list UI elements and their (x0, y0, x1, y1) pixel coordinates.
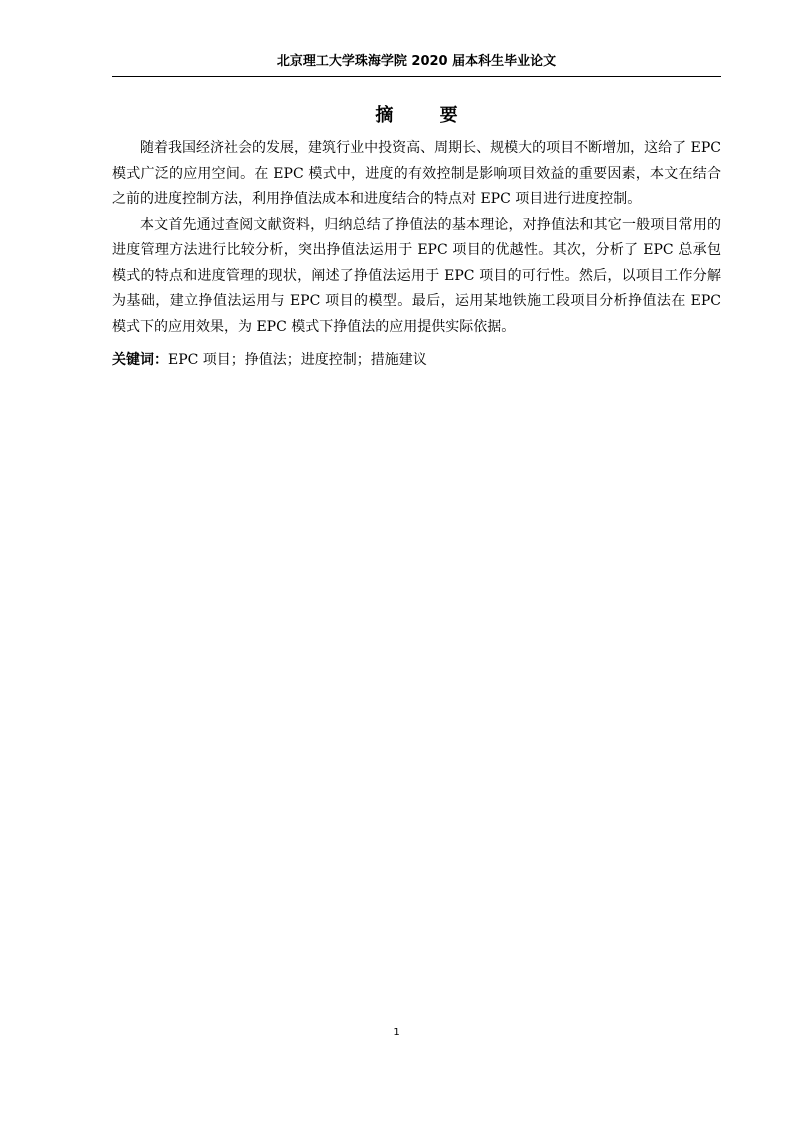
page-number: 1 (393, 1027, 400, 1038)
abstract-paragraph-1: 随着我国经济社会的发展，建筑行业中投资高、周期长、规模大的项目不断增加，这给了 EPC 模式广泛的应用空间。在 EPC 模式中，进度的有效控制是影响项目效益的重要因素，本文在结合之前的进度控制方法，利用挣值法成本和进度结合的特点对 EPC 项目进行进度控制。 (112, 140, 721, 207)
keywords-value: EPC 项目；挣值法；进度控制；措施建议 (168, 352, 427, 368)
keywords-label: 关键词： (112, 352, 168, 368)
page-header: 北京理工大学珠海学院 2020 届本科生毕业论文 (112, 52, 721, 77)
keywords-line (112, 348, 721, 374)
abstract-title: 摘 要 (375, 105, 478, 126)
abstract-paragraph-2: 本文首先通过查阅文献资料，归纳总结了挣值法的基本理论，对挣值法和其它一般项目常用的进度管理方法进行比较分析，突出挣值法运用于 EPC 项目的优越性。其次，分析了 EPC 总承包模式的特点和进度管理的现状，阐述了挣值法运用于 EPC 项目的可行性。然后，以项目工作分解为基础，建立挣值法运用与 EPC 项目的模型。最后，运用某地铁施工段项目分析挣值法在 EPC 模式下的应用效果，为 EPC 模式下挣值法的应用提供实际依据。 (112, 216, 721, 335)
abstract-body (112, 136, 721, 374)
